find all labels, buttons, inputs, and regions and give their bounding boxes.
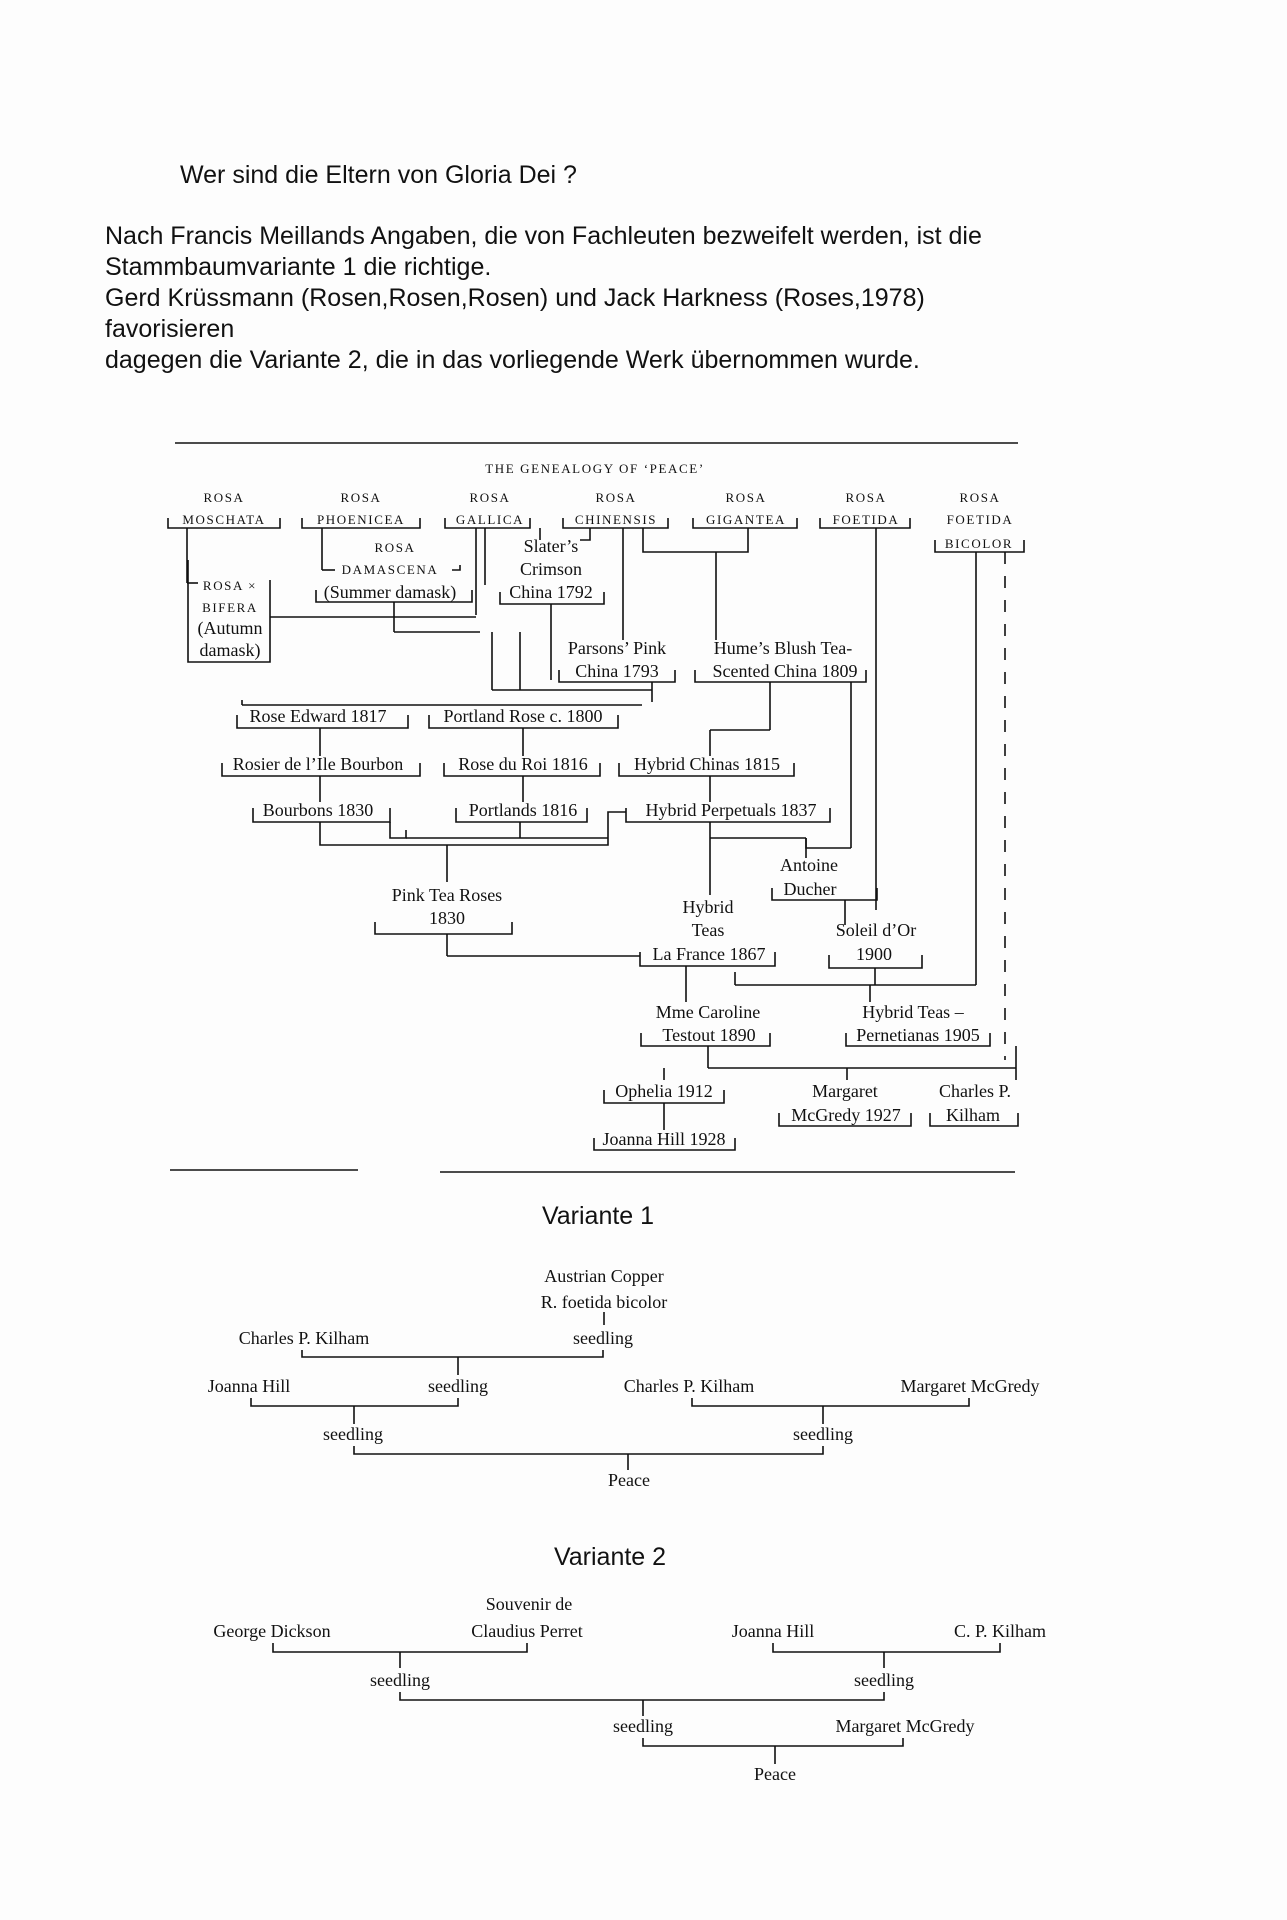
node-label: damask): [199, 640, 261, 660]
intro-question: Wer sind die Eltern von Gloria Dei ?: [180, 161, 577, 189]
node-label: Kilham: [946, 1105, 1000, 1125]
node-label: (Summer damask): [323, 582, 457, 602]
species-label: BICOLOR: [944, 536, 1014, 551]
node-label: ROSA: [374, 540, 416, 555]
node-label: Hybrid Chinas 1815: [634, 754, 780, 774]
node-label: Portlands 1816: [468, 800, 578, 820]
node-label: Mme Caroline: [655, 1002, 761, 1022]
node-label: 1830: [429, 908, 465, 928]
node-label: McGredy 1927: [791, 1105, 901, 1125]
species-label: ROSA: [725, 490, 767, 505]
intro-line: favorisieren: [105, 315, 235, 343]
node-label: Rose Edward 1817: [249, 706, 387, 726]
node-label: Slater’s: [523, 536, 579, 556]
v2-node: C. P. Kilham: [953, 1621, 1047, 1641]
species-row: [182, 490, 1013, 551]
node-label: Hume’s Blush Tea-: [713, 638, 853, 658]
species-label: FOETIDA: [946, 512, 1014, 527]
v1-node: Charles P. Kilham: [238, 1328, 370, 1348]
node-label: Antoine: [780, 855, 838, 875]
node-label: Ophelia 1912: [615, 1081, 713, 1101]
v1-node: Margaret McGredy: [900, 1376, 1040, 1396]
v2-node: Souvenir de: [485, 1594, 573, 1614]
v2-node: Peace: [754, 1764, 796, 1784]
species-label: GIGANTEA: [706, 512, 786, 527]
node-label: Ducher: [783, 879, 837, 899]
species-label: CHINENSIS: [574, 512, 658, 527]
variant2-heading: Variante 2: [553, 1543, 667, 1571]
species-label: ROSA: [845, 490, 887, 505]
species-label: ROSA: [340, 490, 382, 505]
v2-node: seedling: [370, 1670, 430, 1690]
v2-node: Margaret McGredy: [835, 1716, 975, 1736]
species-label: PHOENICEA: [316, 512, 406, 527]
node-label: Rose du Roi 1816: [458, 754, 588, 774]
v1-node: Peace: [608, 1470, 650, 1490]
node-label: BIFERA: [202, 600, 258, 615]
node-label: Joanna Hill 1928: [602, 1129, 726, 1149]
node-label: China 1792: [509, 582, 593, 602]
v1-node: Joanna Hill: [207, 1376, 291, 1396]
v2-node: seedling: [854, 1670, 914, 1690]
v1-node: Charles P. Kilham: [623, 1376, 755, 1396]
v1-node: R. foetida bicolor: [540, 1292, 668, 1312]
node-label: Teas: [691, 920, 725, 940]
species-label: ROSA: [959, 490, 1001, 505]
variant1-heading: Variante 1: [541, 1202, 655, 1230]
node-label: Parsons’ Pink: [567, 638, 667, 658]
node-label: Charles P.: [939, 1081, 1011, 1101]
node-label: DAMASCENA: [341, 562, 439, 577]
node-label: Pernetianas 1905: [856, 1025, 980, 1045]
node-label: Soleil d’Or: [835, 920, 917, 940]
node-label: China 1793: [575, 661, 659, 681]
species-label: MOSCHATA: [182, 512, 266, 527]
node-label: ROSA ×: [202, 578, 258, 593]
genealogy-connectors: [168, 518, 1024, 1150]
node-label: Hybrid: [682, 897, 734, 917]
v2-node: Joanna Hill: [731, 1621, 815, 1641]
node-label: Bourbons 1830: [262, 800, 374, 820]
node-label: Crimson: [519, 559, 583, 579]
genealogy-title: THE GENEALOGY OF ‘PEACE’: [485, 461, 705, 476]
v1-node: seedling: [428, 1376, 488, 1396]
node-label: Rosier de l’Ile Bourbon: [232, 754, 404, 774]
variant1-tree: [208, 1266, 1040, 1490]
node-label: Pink Tea Roses: [391, 885, 503, 905]
v1-node: seedling: [573, 1328, 633, 1348]
node-label: (Autumn: [197, 618, 263, 638]
node-label: Testout 1890: [662, 1025, 756, 1045]
variant2-tree: [213, 1594, 1046, 1784]
v1-node: Austrian Copper: [544, 1266, 664, 1286]
node-label: Hybrid Perpetuals 1837: [645, 800, 817, 820]
v1-node: seedling: [323, 1424, 383, 1444]
species-label: ROSA: [595, 490, 637, 505]
v1-node: seedling: [793, 1424, 853, 1444]
species-label: FOETIDA: [832, 512, 900, 527]
intro-line: dagegen die Variante 2, die in das vorliegende Werk übernommen wurde.: [105, 346, 920, 374]
v2-node: George Dickson: [213, 1621, 331, 1641]
v2-node: Claudius Perret: [471, 1621, 583, 1641]
variant2-connectors: [273, 1643, 1000, 1764]
node-label: Portland Rose c. 1800: [443, 706, 603, 726]
node-label: 1900: [856, 944, 892, 964]
v2-node: seedling: [613, 1716, 673, 1736]
intro-line: Gerd Krüssmann (Rosen,Rosen,Rosen) und Jack Harkness (Roses,1978): [105, 284, 925, 312]
intro-line: Stammbaumvariante 1 die richtige.: [105, 253, 492, 281]
node-label: Scented China 1809: [712, 661, 858, 681]
node-label: La France 1867: [652, 944, 766, 964]
node-label: Margaret: [812, 1081, 878, 1101]
species-label: ROSA: [203, 490, 245, 505]
species-label: GALLICA: [455, 512, 525, 527]
node-label: Hybrid Teas –: [862, 1002, 964, 1022]
species-label: ROSA: [469, 490, 511, 505]
intro-line: Nach Francis Meillands Angaben, die von Fachleuten bezweifelt werden, ist die: [105, 222, 982, 250]
